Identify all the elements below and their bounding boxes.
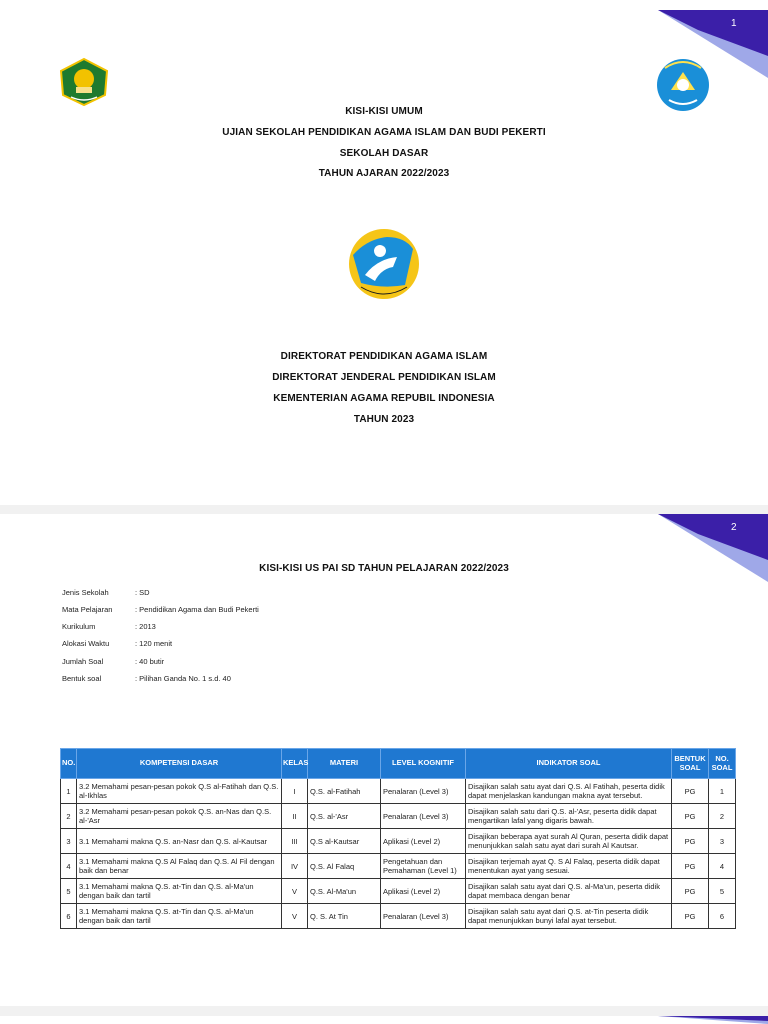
corner-decoration <box>658 514 768 594</box>
column-header: NO. <box>61 749 77 779</box>
page1-footer-line-1: DIREKTORAT PENDIDIKAN AGAMA ISLAM <box>280 351 488 362</box>
table-row <box>61 779 736 804</box>
column-header: INDIKATOR SOAL <box>466 749 672 779</box>
column-header: BENTUK SOAL <box>672 749 709 779</box>
cell-no-soal: 1 <box>709 779 736 804</box>
page1-title-line-2: UJIAN SEKOLAH PENDIDIKAN AGAMA ISLAM DAN BUDI PEKERTI <box>222 127 546 138</box>
cell-no: 6 <box>61 904 77 929</box>
cell-kompetensi-dasar: 3.1 Memahami makna Q.S. at-Tin dan Q.S. al-Ma'un dengan baik dan tartil <box>77 879 282 904</box>
cell-level-kognitif: Aplikasi (Level 2) <box>381 879 466 904</box>
tut-wuri-handayani-logo <box>655 58 711 112</box>
column-header: KELAS <box>282 749 308 779</box>
cell-kelas: III <box>282 829 308 854</box>
meta-label: Bentuk soal <box>62 674 102 683</box>
cell-kelas: I <box>282 779 308 804</box>
document-page-1 <box>0 0 768 505</box>
cell-kompetensi-dasar: 3.2 Memahami pesan-pesan pokok Q.S al-Fatihah dan Q.S. al-Ikhlas <box>77 779 282 804</box>
cell-indikator-soal: Disajikan salah satu dari Q.S. al-'Asr, peserta didik dapat mengartikan lafal yang digaris bawah. <box>466 804 672 829</box>
table-row <box>61 829 736 854</box>
cell-bentuk-soal: PG <box>672 904 709 929</box>
meta-label: Jenis Sekolah <box>62 588 109 597</box>
kemenag-logo <box>57 57 111 107</box>
cell-no-soal: 4 <box>709 854 736 879</box>
meta-label: Alokasi Waktu <box>62 639 110 648</box>
meta-label: Mata Pelajaran <box>62 605 113 614</box>
cell-bentuk-soal: PG <box>672 779 709 804</box>
cell-kelas: V <box>282 904 308 929</box>
cell-kompetensi-dasar: 3.1 Memahami makna Q.S Al Falaq dan Q.S. Al Fil dengan baik dan benar <box>77 854 282 879</box>
page1-title-line-1: KISI-KISI UMUM <box>345 106 423 117</box>
page1-footer-line-2: DIREKTORAT JENDERAL PENDIDIKAN ISLAM <box>272 372 496 383</box>
cell-no: 4 <box>61 854 77 879</box>
cell-kompetensi-dasar: 3.1 Memahami makna Q.S. at-Tin dan Q.S. al-Ma'un dengan baik dan tartil <box>77 904 282 929</box>
cell-level-kognitif: Penalaran (Level 3) <box>381 904 466 929</box>
cell-no: 2 <box>61 804 77 829</box>
cell-bentuk-soal: PG <box>672 804 709 829</box>
cell-indikator-soal: Disajikan salah satu ayat dari Q.S. at-Tin peserta didik dapat menunjukkan bunyi lafal ayat tersebut. <box>466 904 672 929</box>
cell-indikator-soal: Disajikan terjemah ayat Q. S Al Falaq, peserta didik dapat menentukan ayat yang sesuai. <box>466 854 672 879</box>
cell-indikator-soal: Disajikan salah satu ayat dari Q.S. Al Fatihah, peserta didik dapat menjelaskan kandungan makna ayat tersebut. <box>466 779 672 804</box>
meta-value: : 2013 <box>135 622 156 631</box>
meta-label: Jumlah Soal <box>62 657 104 666</box>
kisi-kisi-table <box>60 748 736 929</box>
cell-level-kognitif: Pengetahuan dan Pemahaman (Level 1) <box>381 854 466 879</box>
cell-no-soal: 6 <box>709 904 736 929</box>
meta-label: Kurikulum <box>62 622 96 631</box>
meta-value: : 40 butir <box>135 657 165 666</box>
page2-title: KISI-KISI US PAI SD TAHUN PELAJARAN 2022/2023 <box>259 563 509 574</box>
cell-level-kognitif: Penalaran (Level 3) <box>381 779 466 804</box>
document-page-2 <box>0 514 768 1014</box>
meta-value: : SD <box>135 588 150 597</box>
cell-level-kognitif: Aplikasi (Level 2) <box>381 829 466 854</box>
cell-no: 1 <box>61 779 77 804</box>
column-header: NO. SOAL <box>709 749 736 779</box>
cell-no: 3 <box>61 829 77 854</box>
cell-materi: Q.S. Al Falaq <box>308 854 381 879</box>
next-page-corner-decoration <box>658 1016 768 1024</box>
table-row <box>61 804 736 829</box>
page-gap <box>0 1006 768 1016</box>
cell-bentuk-soal: PG <box>672 854 709 879</box>
cell-kelas: IV <box>282 854 308 879</box>
table-row <box>61 854 736 879</box>
cell-no-soal: 5 <box>709 879 736 904</box>
cell-bentuk-soal: PG <box>672 829 709 854</box>
cell-materi: Q.S al-Kautsar <box>308 829 381 854</box>
cell-no-soal: 2 <box>709 804 736 829</box>
table-row <box>61 879 736 904</box>
page1-footer-line-4: TAHUN 2023 <box>353 414 415 425</box>
kurikulum-2013-logo <box>347 227 421 301</box>
cell-level-kognitif: Penalaran (Level 3) <box>381 804 466 829</box>
cell-indikator-soal: Disajikan beberapa ayat surah Al Quran, peserta didik dapat menunjukkan salah satu ayat dari surah Al Kautsar. <box>466 829 672 854</box>
cell-materi: Q.S. Al-Ma'un <box>308 879 381 904</box>
table-header-row <box>61 749 736 779</box>
cell-materi: Q.S. al-Fatihah <box>308 779 381 804</box>
cell-materi: Q. S. At Tin <box>308 904 381 929</box>
page1-title-line-3: SEKOLAH DASAR <box>339 148 429 159</box>
cell-no-soal: 3 <box>709 829 736 854</box>
cell-kelas: II <box>282 804 308 829</box>
column-header: LEVEL KOGNITIF <box>381 749 466 779</box>
page-number: 1 <box>731 18 737 29</box>
page-number: 2 <box>731 522 737 533</box>
cell-indikator-soal: Disajikan salah satu ayat dari Q.S. al-Ma'un, peserta didik dapat membaca dengan benar <box>466 879 672 904</box>
cell-no: 5 <box>61 879 77 904</box>
meta-value: : Pendidikan Agama dan Budi Pekerti <box>135 605 259 614</box>
cell-kompetensi-dasar: 3.1 Memahami makna Q.S. an-Nasr dan Q.S. al-Kautsar <box>77 829 282 854</box>
cell-materi: Q.S. al-'Asr <box>308 804 381 829</box>
cell-kelas: V <box>282 879 308 904</box>
meta-value: : 120 menit <box>135 639 173 648</box>
meta-value: : Pilihan Ganda No. 1 s.d. 40 <box>135 674 231 683</box>
cell-kompetensi-dasar: 3.2 Memahami pesan-pesan pokok Q.S. an-Nas dan Q.S. al-'Asr <box>77 804 282 829</box>
cell-bentuk-soal: PG <box>672 879 709 904</box>
page1-footer-line-3: KEMENTERIAN AGAMA REPUBIL INDONESIA <box>273 393 495 404</box>
column-header: KOMPETENSI DASAR <box>77 749 282 779</box>
table-row <box>61 904 736 929</box>
column-header: MATERI <box>308 749 381 779</box>
page1-title-line-4: TAHUN AJARAN 2022/2023 <box>318 168 450 179</box>
